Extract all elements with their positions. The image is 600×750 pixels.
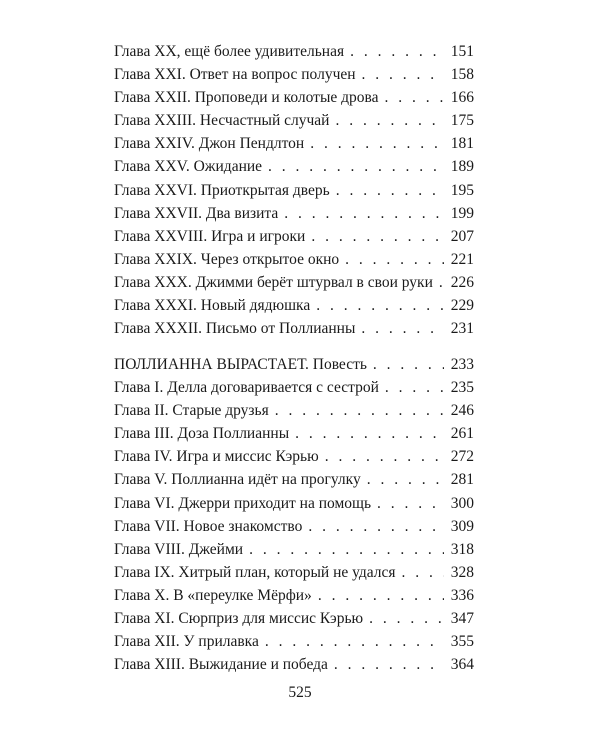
toc-entry xyxy=(114,179,474,202)
toc-entry-page: 300 xyxy=(450,494,474,512)
toc-entry xyxy=(114,132,474,155)
toc-entry xyxy=(114,399,474,422)
dot-leader xyxy=(377,492,444,515)
toc-entry-page: 246 xyxy=(450,402,474,420)
toc-entry-title: Глава VIII. Джейми xyxy=(114,540,244,558)
toc-entry-page: 233 xyxy=(450,356,474,373)
toc-entry-page: 207 xyxy=(450,227,474,245)
toc-entry xyxy=(114,294,474,317)
dot-leader xyxy=(402,561,444,584)
toc-entry xyxy=(114,653,474,676)
dot-leader xyxy=(316,294,444,317)
toc-entry-title: Глава I. Делла договаривается с сестрой xyxy=(114,379,379,397)
toc-entry xyxy=(114,468,474,491)
toc-entry-page: 195 xyxy=(450,181,474,199)
dot-leader xyxy=(439,271,444,294)
toc-entry xyxy=(114,86,474,109)
dot-leader xyxy=(373,353,444,376)
dot-leader xyxy=(325,445,444,468)
toc-entry xyxy=(114,538,474,561)
dot-leader xyxy=(311,225,444,248)
toc-entry xyxy=(114,248,474,271)
toc-entry xyxy=(114,353,474,376)
table-of-contents-part-2 xyxy=(114,353,474,676)
toc-entry xyxy=(114,422,474,445)
toc-entry-title: Глава XXI. Ответ на вопрос получен xyxy=(114,66,356,84)
toc-entry xyxy=(114,630,474,653)
dot-leader xyxy=(369,607,444,630)
table-of-contents-part-1 xyxy=(114,40,474,340)
toc-entry-page: 175 xyxy=(450,112,474,130)
toc-entry-page: 151 xyxy=(450,43,474,60)
toc-entry-page: 199 xyxy=(450,204,474,222)
toc-entry xyxy=(114,607,474,630)
toc-entry-title: Глава VII. Новое знакомство xyxy=(114,517,303,535)
toc-entry-page: 364 xyxy=(450,656,474,674)
toc-entry xyxy=(114,63,474,86)
toc-entry-title: Глава X. В «переулке Мёрфи» xyxy=(114,586,312,604)
dot-leader xyxy=(275,399,444,422)
toc-entry-page: 158 xyxy=(450,66,474,84)
dot-leader xyxy=(345,248,444,271)
toc-entry-page: 347 xyxy=(450,610,474,628)
toc-entry-page: 261 xyxy=(450,425,474,443)
toc-entry-title: Глава VI. Джерри приходит на помощь xyxy=(114,494,372,512)
toc-entry-title: Глава XX, ещё более удивительная xyxy=(114,43,345,60)
toc-entry xyxy=(114,376,474,399)
toc-entry-title: Глава XXV. Ожидание xyxy=(114,158,263,176)
toc-entry xyxy=(114,317,474,340)
toc-entry-title: Глава XXVI. Приоткрытая дверь xyxy=(114,181,330,199)
toc-entry-title: Глава XIII. Выжидание и победа xyxy=(114,656,328,674)
dot-leader xyxy=(268,155,444,178)
toc-entry-page: 231 xyxy=(450,320,474,338)
toc-entry xyxy=(114,515,474,538)
dot-leader xyxy=(385,376,444,399)
toc-entry-page: 328 xyxy=(450,563,474,581)
toc-entry-page: 281 xyxy=(450,471,474,489)
dot-leader xyxy=(249,538,444,561)
dot-leader xyxy=(385,86,445,109)
dot-leader xyxy=(318,584,444,607)
toc-entry-title: Глава XXVIII. Игра и игроки xyxy=(114,227,306,245)
toc-entry-page: 181 xyxy=(450,135,474,153)
toc-entry-title: Глава IX. Хитрый план, который не удался xyxy=(114,563,396,581)
toc-entry-page: 318 xyxy=(450,540,474,558)
toc-entry xyxy=(114,445,474,468)
toc-entry-title: Глава XXXI. Новый дядюшка xyxy=(114,297,311,315)
toc-entry xyxy=(114,155,474,178)
toc-entry-title: Глава XXII. Проповеди и колотые дрова xyxy=(114,89,379,107)
toc-entry-title: Глава XXIV. Джон Пендлтон xyxy=(114,135,305,153)
toc-entry xyxy=(114,202,474,225)
toc-entry-page: 336 xyxy=(450,586,474,604)
dot-leader xyxy=(308,515,444,538)
toc-entry xyxy=(114,109,474,132)
toc-entry-title: Глава XXIII. Несчастный случай xyxy=(114,112,330,130)
toc-entry-title: Глава XII. У прилавка xyxy=(114,633,259,651)
dot-leader xyxy=(362,63,444,86)
toc-entry xyxy=(114,561,474,584)
toc-entry-page: 189 xyxy=(450,158,474,176)
toc-entry xyxy=(114,271,474,294)
dot-leader xyxy=(334,653,444,676)
dot-leader xyxy=(265,630,444,653)
toc-entry-title: Глава XI. Сюрприз для миссис Кэрью xyxy=(114,610,364,628)
dot-leader xyxy=(336,179,444,202)
toc-entry-page: 166 xyxy=(450,89,474,107)
toc-entry xyxy=(114,492,474,515)
toc-entry-title: Глава XXIX. Через открытое окно xyxy=(114,250,340,268)
toc-entry-title: Глава V. Поллианна идёт на прогулку xyxy=(114,471,361,489)
toc-entry xyxy=(114,584,474,607)
dot-leader xyxy=(284,202,444,225)
toc-entry-title: Глава XXX. Джимми берёт штурвал в свои руки xyxy=(114,273,433,291)
toc-entry-page: 226 xyxy=(450,273,474,291)
toc-entry-page: 355 xyxy=(450,633,474,651)
toc-entry-title: Глава XXVII. Два визита xyxy=(114,204,279,222)
toc-entry-title: Глава II. Старые друзья xyxy=(114,402,269,420)
toc-entry-title: Глава III. Доза Поллианны xyxy=(114,425,290,443)
dot-leader xyxy=(310,132,444,155)
dot-leader xyxy=(295,422,444,445)
toc-entry-title: Глава IV. Игра и миссис Кэрью xyxy=(114,448,319,466)
toc-entry xyxy=(114,225,474,248)
toc-entry-title: Глава XXXII. Письмо от Поллианны xyxy=(114,320,356,338)
dot-leader xyxy=(367,468,444,491)
toc-entry xyxy=(114,40,474,63)
toc-entry-page: 309 xyxy=(450,517,474,535)
toc-entry-page: 272 xyxy=(450,448,474,466)
toc-entry-page: 229 xyxy=(450,297,474,315)
toc-entry-title: ПОЛЛИАННА ВЫРАСТАЕТ. Повесть xyxy=(114,356,367,373)
dot-leader xyxy=(361,317,444,340)
toc-entry-page: 235 xyxy=(450,379,474,397)
dot-leader xyxy=(335,109,444,132)
dot-leader xyxy=(350,40,444,63)
toc-entry-page: 221 xyxy=(450,250,474,268)
page-number: 525 xyxy=(288,684,312,701)
